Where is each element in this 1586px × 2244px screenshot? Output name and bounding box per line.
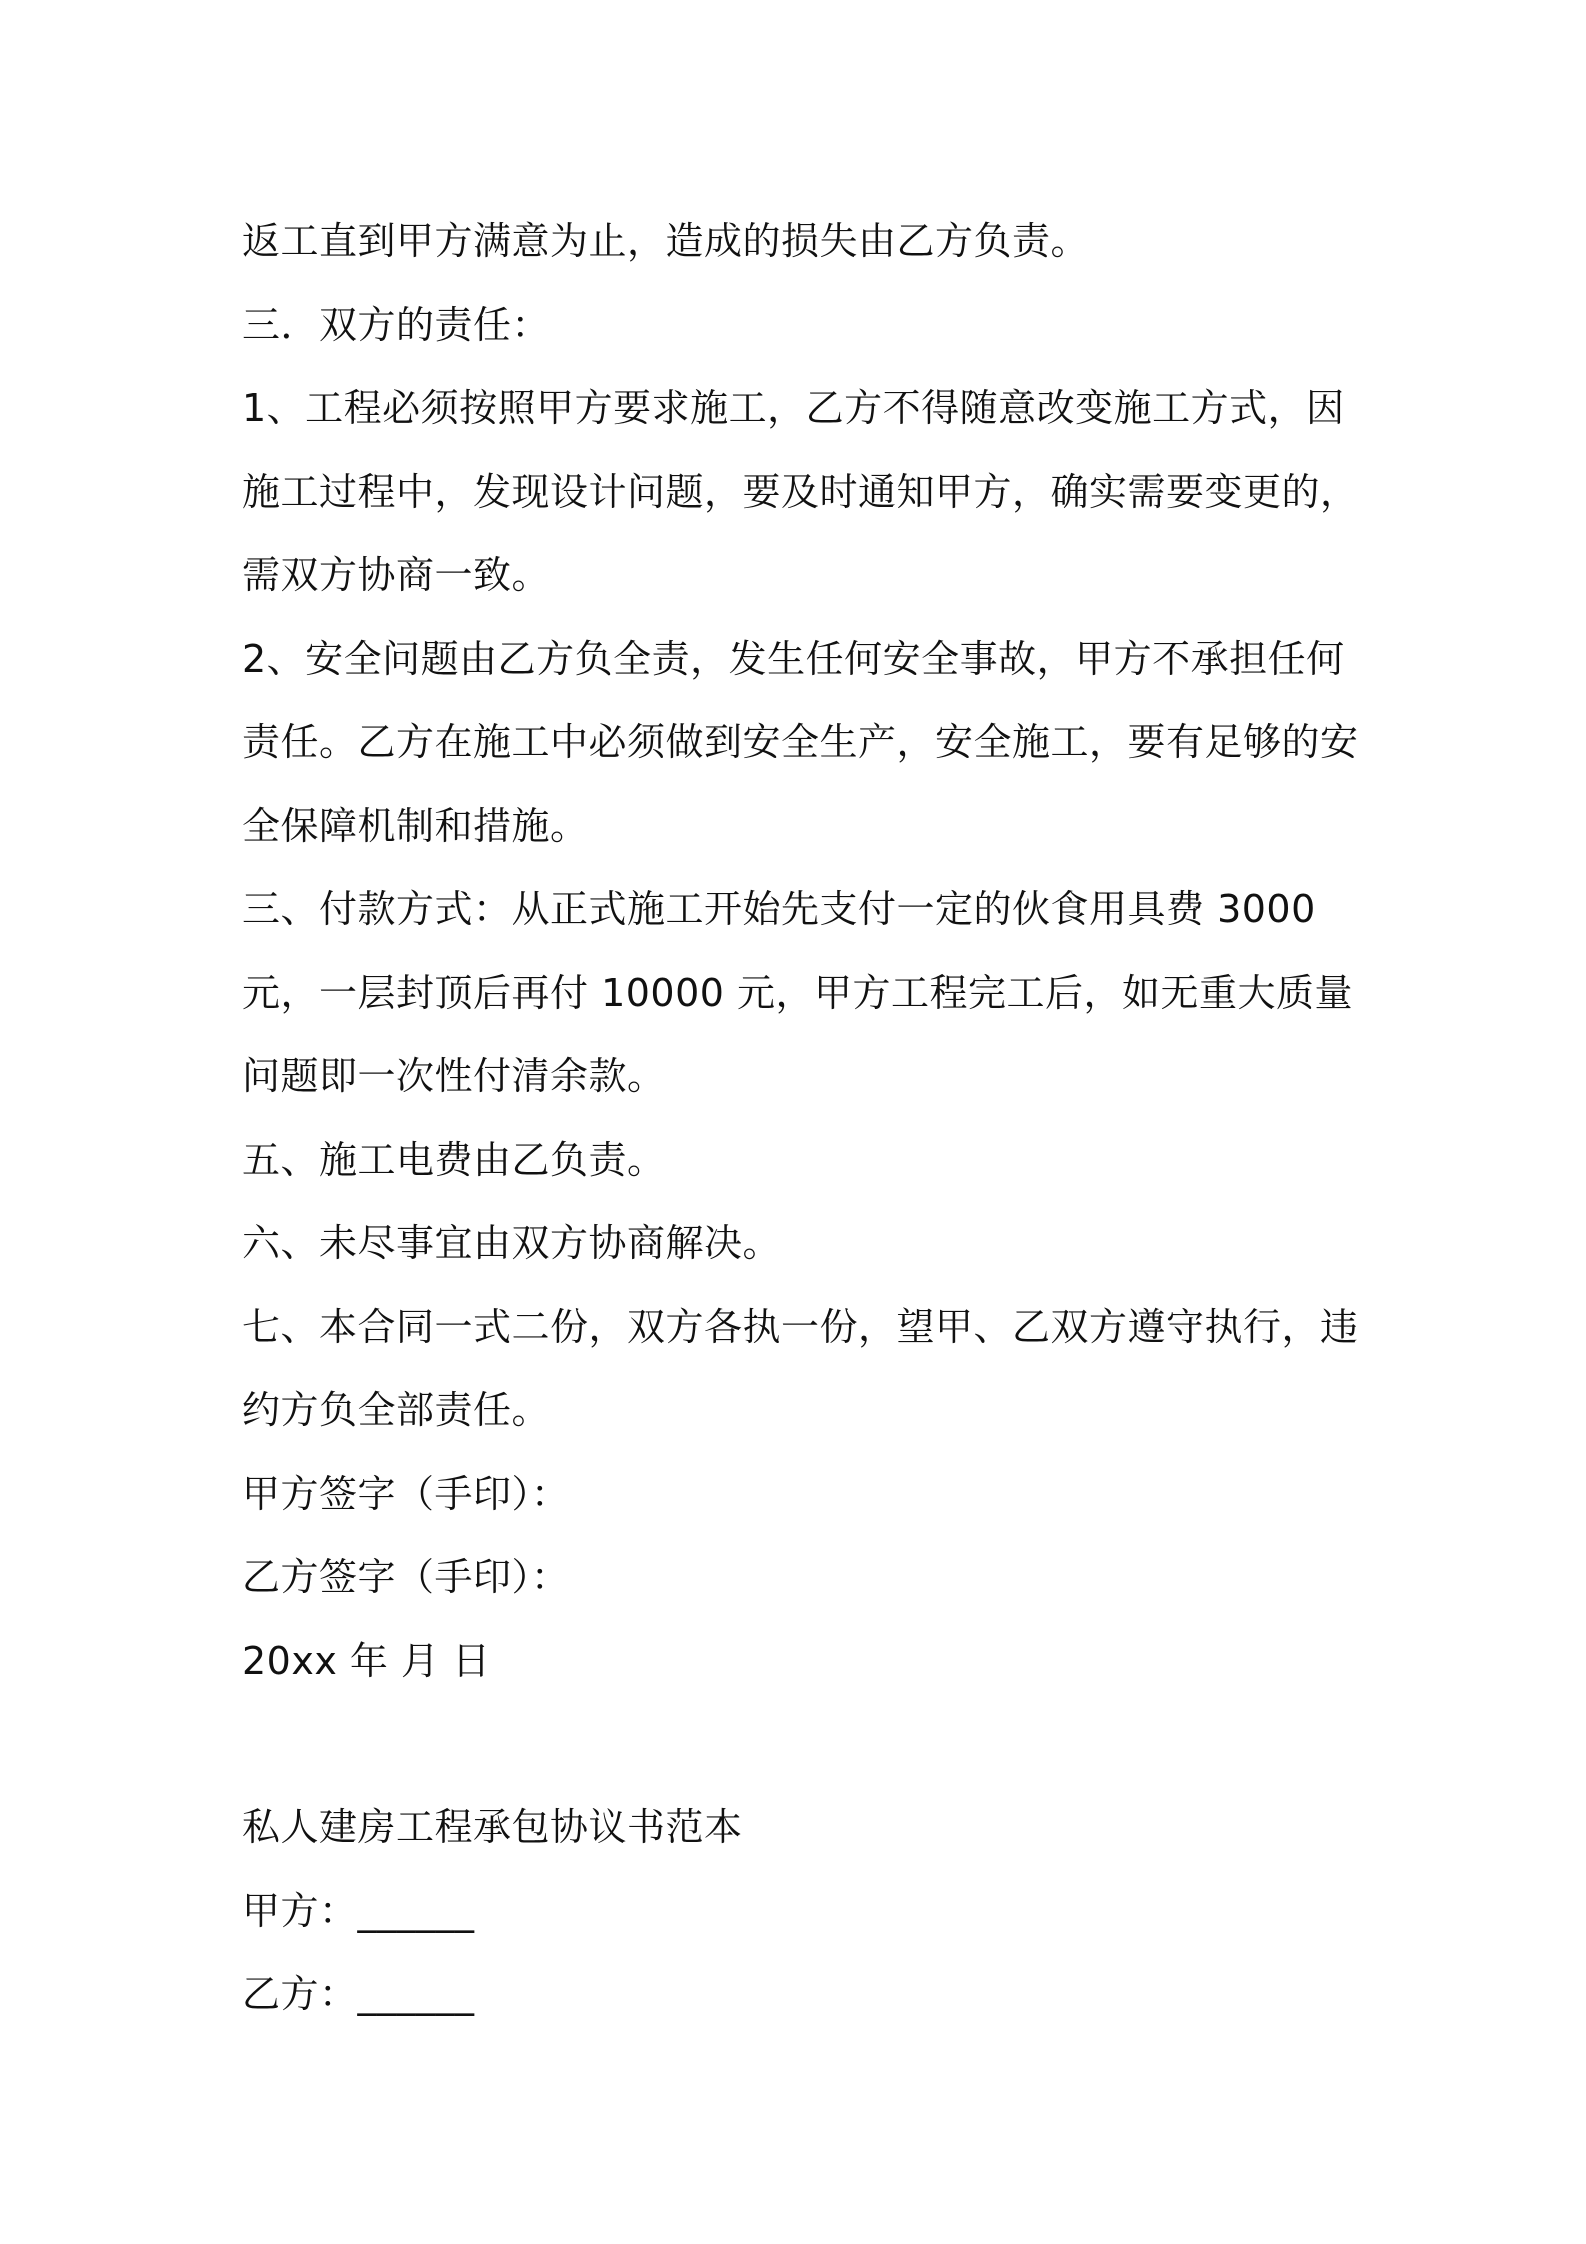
- document-body: [242, 200, 1362, 2037]
- date-line: 20xx 年 月 日: [242, 1638, 491, 1683]
- paragraph-electricity: 五、施工电费由乙负责。: [242, 1137, 666, 1182]
- heading-responsibilities: 三．双方的责任：: [242, 302, 551, 347]
- paragraph-payment: 三、付款方式：从正式施工开始先支付一定的伙食用具费 3000 元，一层封顶后再付 10000 元，甲方工程完工后，如无重大质量问题即一次性付清余款。: [242, 887, 1354, 1098]
- signature-party-b: 乙方签字（手印）：: [242, 1555, 570, 1599]
- section-title: 私人建房工程承包协议书范本: [242, 1805, 743, 1849]
- paragraph-clause-2: 2、安全问题由乙方负全责，发生任何安全事故，甲方不承担任何责任。乙方在施工中必须做到安全生产，安全施工，要有足够的安全保障机制和措施。: [242, 636, 1359, 848]
- section-spacer: [242, 1703, 1362, 1786]
- paragraph-copies: 七、本合同一式二份，双方各执一份，望甲、乙双方遵守执行，违约方负全部责任。: [242, 1304, 1359, 1432]
- signature-party-a: 甲方签字（手印）：: [242, 1471, 570, 1516]
- paragraph-unresolved: 六、未尽事宜由双方协商解决。: [242, 1221, 782, 1265]
- party-b-line: 乙方：______: [242, 1972, 475, 2016]
- party-a-line: 甲方：______: [242, 1888, 475, 1933]
- paragraph-rework: 返工直到甲方满意为止，造成的损失由乙方负责。: [242, 219, 1090, 263]
- paragraph-clause-1: 1、工程必须按照甲方要求施工，乙方不得随意改变施工方式，因施工过程中，发现设计问题，要及时通知甲方，确实需要变更的，需双方协商一致。: [242, 386, 1359, 597]
